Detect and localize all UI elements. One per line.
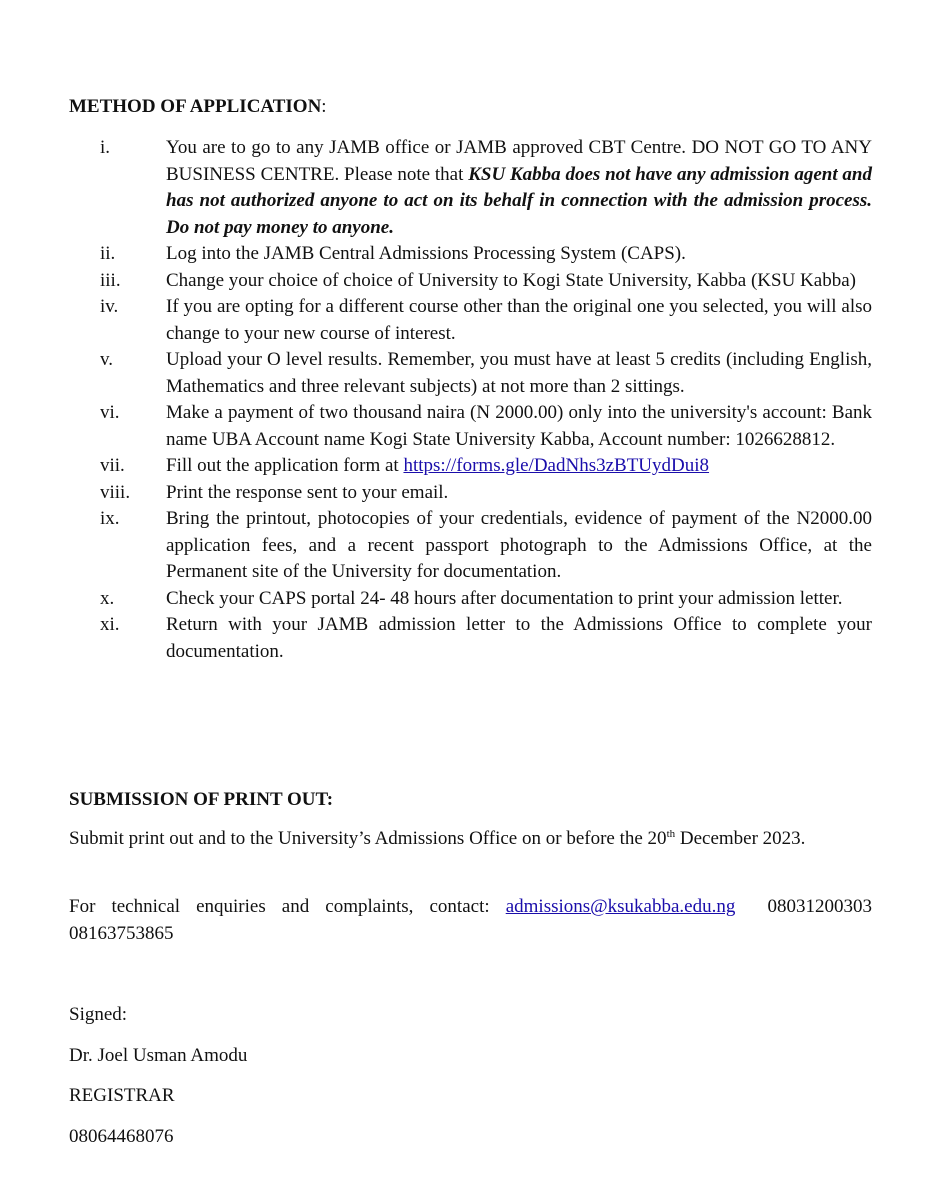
step-text: Return with your JAMB admission letter to the Admissions Office to complete your documentation.: [166, 614, 872, 662]
step-text: Make a payment of two thousand naira (N 2000.00) only into the university's account: Bank name UBA Account name Kogi State University Kabba, Account number: 1026628812.: [166, 402, 872, 450]
date-superscript: th: [666, 828, 676, 840]
step-item: [0, 241, 938, 268]
step-numeral: vi.: [100, 402, 120, 423]
contact-text: For technical enquiries and complaints, contact:: [69, 896, 506, 917]
step-item: [0, 612, 938, 665]
method-heading: [69, 94, 327, 120]
application-steps-list: [0, 135, 938, 665]
step-item: [0, 347, 938, 400]
contact-paragraph: [69, 894, 872, 947]
step-item: [0, 268, 938, 295]
contact-email-link[interactable]: admissions@ksukabba.edu.ng: [505, 896, 736, 917]
step-text-before: You are to go to any JAMB office or JAMB approved CBT Centre. DO NOT GO TO ANY BUSINESS CENTRE. Please note that: [166, 137, 872, 185]
submission-paragraph: [69, 826, 872, 853]
method-heading-text: METHOD OF APPLICATION: [69, 96, 322, 117]
registrar-name: Dr. Joel Usman Amodu: [69, 1045, 248, 1066]
step-text: [166, 135, 872, 241]
registrar-phone: 08064468076: [69, 1126, 174, 1147]
step-text-before: Fill out the application form at: [166, 455, 404, 476]
application-form-link[interactable]: https://forms.gle/DadNhs3zBTUydDui8: [403, 455, 710, 476]
step-item: [0, 480, 938, 507]
step-item: [0, 135, 938, 241]
step-numeral: iv.: [100, 296, 119, 317]
contact-phone-1: 08031200303: [767, 896, 872, 917]
step-text: Bring the printout, photocopies of your credentials, evidence of payment of the N2000.00 application fees, and a recent passport photograph to the Admissions Office, at the Permanent site of the University for documentation.: [166, 508, 872, 582]
method-heading-colon: :: [321, 96, 327, 117]
step-text: [166, 453, 872, 480]
step-numeral: iii.: [100, 269, 121, 291]
step-numeral: vii.: [100, 455, 125, 476]
step-item: [0, 586, 938, 613]
step-numeral: v.: [100, 349, 114, 370]
registrar-title: REGISTRAR: [69, 1085, 175, 1106]
step-item: [0, 453, 938, 480]
step-text: Change your choice of choice of University to Kogi State University, Kabba (KSU Kabba): [166, 269, 856, 291]
step-numeral: ii.: [100, 243, 116, 264]
step-numeral: x.: [100, 587, 115, 609]
step-numeral: i.: [100, 137, 111, 158]
step-text: Log into the JAMB Central Admissions Processing System (CAPS).: [166, 243, 686, 264]
submission-text-after: December 2023.: [675, 828, 806, 849]
step-item: [0, 400, 938, 453]
contact-phone-2: 08163753865: [69, 922, 174, 944]
warning-text: KSU Kabba does not have any admission agent and has not authorized anyone to act on its behalf in connection with the admission process. Do not pay money to anyone.: [166, 163, 872, 238]
step-text: Upload your O level results. Remember, you must have at least 5 credits (including English, Mathematics and three relevant subjects) at not more than 2 sittings.: [166, 349, 872, 397]
step-text: If you are opting for a different course other than the original one you selected, you will also change to your new course of interest.: [166, 296, 872, 344]
submission-text-before: Submit print out and to the University’s Admissions Office on or before the 20: [69, 828, 667, 849]
step-numeral: viii.: [100, 481, 131, 503]
step-numeral: xi.: [100, 614, 120, 635]
step-item: [0, 506, 938, 586]
step-numeral: ix.: [100, 508, 120, 529]
step-text: Check your CAPS portal 24- 48 hours after documentation to print your admission letter.: [166, 587, 843, 609]
step-text: Print the response sent to your email.: [166, 481, 449, 503]
signed-label: Signed:: [69, 1004, 128, 1025]
submission-heading: SUBMISSION OF PRINT OUT:: [69, 789, 334, 810]
step-item: [0, 294, 938, 347]
